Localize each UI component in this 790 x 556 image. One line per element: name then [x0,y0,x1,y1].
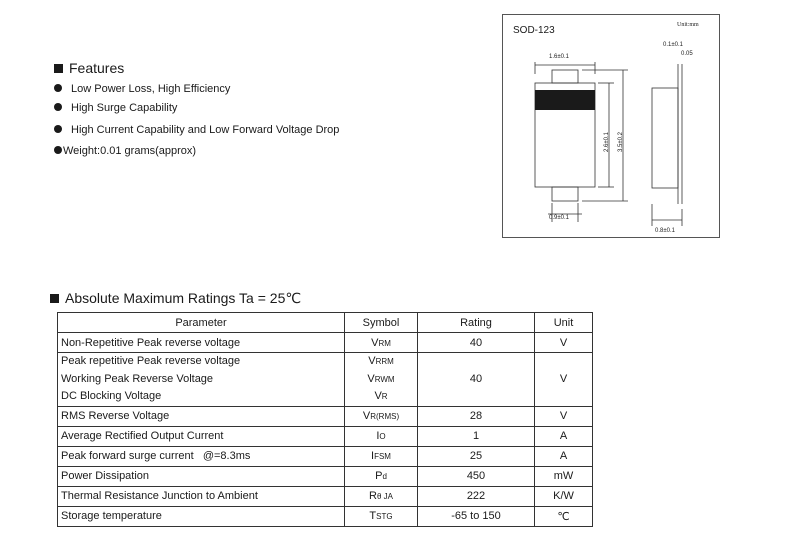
header-unit: Unit [535,313,593,333]
package-name: SOD-123 [513,25,555,36]
square-bullet-icon [54,64,63,73]
symbol-cell: Pd [345,466,418,486]
dim-lead-width: 0.9±0.1 [549,215,569,221]
table-row: RMS Reverse Voltage VR(RMS) 28 V [58,406,593,426]
bullet-icon [54,146,62,154]
header-parameter: Parameter [58,313,345,333]
ratings-title: Absolute Maximum Ratings Ta = 25℃ [65,290,302,306]
symbol-cell: VR(RMS) [345,406,418,426]
cathode-band [535,90,595,110]
feature-weight: Weight:0.01 grams(approx) [54,145,196,157]
dim-side-offset: 0.05 [681,51,693,57]
table-row: Non-Repetitive Peak reverse voltage VRM 40 V [58,333,593,353]
bullet-icon [54,84,62,92]
feature-item: Low Power Loss, High Efficiency [54,83,230,95]
dim-top-width: 1.6±0.1 [549,54,569,60]
ratings-table [57,312,593,527]
top-lead [552,70,578,83]
dim-side-lead: 0.1±0.1 [663,42,683,48]
table-row: Thermal Resistance Junction to Ambient Rθ JA 222 K/W [58,486,593,506]
table-row: Power Dissipation Pd 450 mW [58,466,593,486]
symbol-cell: VRRM VRWM VR [345,353,418,407]
square-bullet-icon [50,294,59,303]
package-unit: Unit:mm [677,22,699,28]
dim-total-height: 3.5±0.2 [618,132,624,152]
table-row: Storage temperature TSTG -65 to 150 ℃ [58,506,593,526]
symbol-cell: Rθ JA [345,486,418,506]
table-row: Peak repetitive Peak reverse voltage Working Peak Reverse Voltage DC Blocking Voltage VRRM VRWM VR 40 V [58,353,593,407]
side-view-body [652,88,678,188]
package-outline-drawing [502,14,720,238]
header-rating: Rating [418,313,535,333]
table-row: Peak forward surge current @=8.3ms IFSM 25 A [58,446,593,466]
features-heading [54,60,124,76]
features-title: Features [69,60,125,76]
dim-body-height: 2.6±0.1 [604,132,610,152]
table-header-row [58,313,593,333]
symbol-cell: TSTG [345,506,418,526]
symbol-cell: VRM [345,333,418,353]
dim-side-width: 0.8±0.1 [655,228,675,234]
symbol-cell: IFSM [345,446,418,466]
bottom-lead [552,187,578,201]
symbol-cell: IO [345,426,418,446]
bullet-icon [54,103,62,111]
bullet-icon [54,125,62,133]
ratings-heading [50,290,301,307]
feature-item: High Current Capability and Low Forward Voltage Drop [54,124,339,136]
feature-item: High Surge Capability [54,102,177,114]
header-symbol: Symbol [345,313,418,333]
table-row: Average Rectified Output Current IO 1 A [58,426,593,446]
